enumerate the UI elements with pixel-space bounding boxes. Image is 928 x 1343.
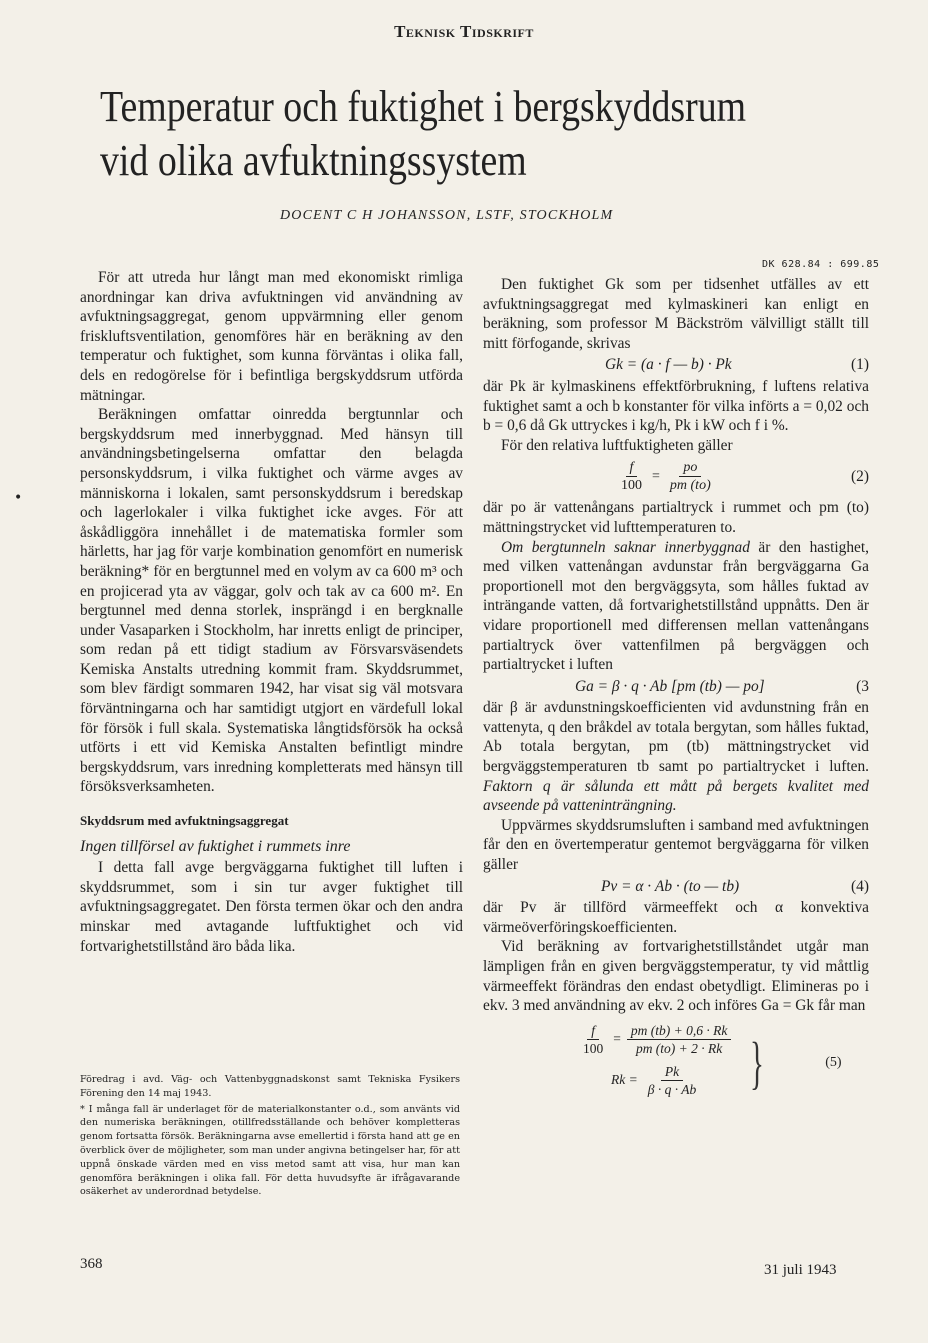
paragraph: För den relativa luftfuktigheten gäller <box>501 436 733 454</box>
paragraph: Vid beräkning av fortvarighetstillståndet utgår man lämpligen från en given bergväggstemperatur, ty vid måttlig värmeeffekt förändras den endast obetydligt. Elimineras po i ekv. 3 med användning av ekv. 2 och införes Ga = Gk får man <box>483 938 869 1015</box>
footnotes <box>80 1073 460 1201</box>
section-heading: Skyddsrum med avfuktningsaggregat <box>80 813 289 829</box>
journal-name: Teknisk Tidskrift <box>394 22 534 41</box>
page-number: 368 <box>80 1256 103 1272</box>
article-title <box>100 80 822 188</box>
fraction: $\frac{f}{100}$ <box>583 1022 604 1056</box>
paragraph: Beräkningen omfattar oinredda bergtunnlar och bergskyddsrum med innerbyggnad. Med hänsyn till användningsbetingelserna omfattar den belagda personskyddsrum, i vilka fuktighet och värme avges av människorna i lokalen, samt personskyddsrum i beredskap och lagerlokaler i vilka fuktighet icke avges. För att åskådliggöra innehållet i de matematiska formler som härletts, har jag för varje kombination genomfört en numerisk beräkning* för en bergtunnel med en volym av ca 600 m³ och en projicerad yta av väggar, golv och tak av ca 600 m². En bergtunnel med denna storlek, insprängd i en bergknalle under Vasaparken i Stockholm, har inretts enligt de principer, som redan på ett tidigt stadium av Försvarsväsendets Kemiska Anstalts utredning kommit fram. Skyddsrummet, som blev färdigt sommaren 1942, har visat sig väl motsvara förväntningarna och har samtidigt utgjort en värdefull lokal för försök i full skala. Systematiska långtidsförsök ha också utförts i ett vid Kemiska Anstalten befintligt mindre bergskyddsrum, vars inredning kompletterats med hänsyn till försöksverksamheten. <box>80 406 463 796</box>
equation-expression: Gk = (a · f — b) · Pk <box>605 356 732 374</box>
paragraph: För att utreda hur långt man med ekonomiskt rimliga anordningar kan driva avfuktningen vid användning av avfuktningsaggregat, genom uppvärmning eller genom friskluftsventilation, genomföres här en beräkning av den temperatur och fuktighet, som kunna förväntas i olika fall, dels en redogörelse för i befintliga bergskyddsrum utförda mätningar. <box>80 269 463 404</box>
issue-date: 31 juli 1943 <box>764 1262 837 1278</box>
fraction: $\frac{Pk}{\beta \cdot q \cdot Ab}$ <box>647 1063 697 1097</box>
paragraph: Uppvärmes skyddsrumsluften i samband med avfuktningen får den en övertemperatur gentemot bergväggarna för vilken gäller <box>483 816 869 874</box>
right-column <box>483 275 869 1104</box>
equation-1 <box>483 355 869 375</box>
paragraph: Den fuktighet Gk som per tidsenhet utfälles av ett avfuktningsaggregat med kylmaskineri kan enligt en beräkning, som professor M Bäckström välvilligt ställt till mitt förfogande, skrivas <box>483 276 869 352</box>
equation-expression: Pv = α · Ab · (to — tb) <box>601 877 740 895</box>
fraction: $\frac{pm (tb) + 0,6 \cdot Rk}{pm (to) + 2 \cdot Rk}$ <box>627 1022 731 1057</box>
left-column <box>80 268 463 956</box>
author-byline: DOCENT C H JOHANSSON, LSTF, STOCKHOLM <box>280 208 614 223</box>
subsection-heading: Ingen tillförsel av fuktighet i rummets inre <box>80 837 351 855</box>
equation-4 <box>483 877 869 897</box>
footnote: Föredrag i avd. Väg- och Vattenbyggnadskonst samt Tekniska Fysikers Förening den 14 maj 1943. <box>80 1074 460 1099</box>
fraction: $\frac{f}{100}$ <box>621 460 642 494</box>
margin-bullet-icon: • <box>14 490 23 506</box>
equation-number: (3 <box>856 677 869 695</box>
paragraph: där β är avdunstningskoefficienten vid avdunstning från en vattenyta, q den bråkdel av totala bergytan, som hålles fuktad, Ab totala bergytan, pm (tb) mättningstrycket vid bergväggstemperaturen tb samt po partialtrycket i luften. Faktorn q är sålunda ett mått på bergets kvalitet med avseende på vatteninträngning. <box>483 699 869 815</box>
fraction: $\frac{po}{pm (to)}$ <box>669 460 711 494</box>
paragraph: där Pv är tillförd värmeeffekt och α konvektiva värmeöverföringskoefficienten. <box>483 899 869 936</box>
equation-number: (5) <box>825 1054 842 1070</box>
title-line-1: Temperatur och fuktighet i bergskyddsrum <box>100 82 747 131</box>
paragraph: Om bergtunneln saknar innerbyggnad är den hastighet, med vilken vattenångan avdunstar från bergväggarna Ga proportionell mot den bergväggsyta, som hålles fuktad av inträngande vatten, då fortvarighetstillstånd uppnåtts. Den är vidare proportionell med differensen mellan vattenångans partialtryck över vattenfilmen på bergväggen och partialtrycket i luften <box>483 538 869 674</box>
equation-3 <box>483 677 869 697</box>
equation-5: $\frac{f}{100}$ = $\frac{pm (tb) + 0,6 \cdot Rk}{pm (to) + 2 \cdot Rk}$ Rk = $\frac{Pk}{\beta \cdot q \cdot Ab}$ } (5) <box>483 1022 869 1104</box>
equation-number: (1) <box>851 356 869 374</box>
equation-number: (4) <box>851 877 869 895</box>
footnote: * I många fall är underlaget för de materialkonstanter o.d., som använts vid den numeriska beräkningen, otillfredsställande och behöver kompletteras genom fortsatta försök. Beräkningarna avse emellertid i första hand att ge en överblick över de möjligheter, som man under angivna betingelser har, för att uppnå önskade värden med en viss metod samt att visa, hur man kan genomföra beräkningen i olika fall. För detta huvudsyfte är ifrågavarande osäkerhet av underordnad betydelse. <box>80 1103 460 1198</box>
paragraph: I detta fall avge bergväggarna fuktighet till luften i skyddsrummet, som i sin tur avger fuktighet till avfuktningsaggregatet. Den första termen ökar och den andra minskar med avtagande luftfuktighet och vid fortvarighetstillstånd äro båda lika. <box>80 859 463 955</box>
paragraph: där Pk är kylmaskinens effektförbrukning, f luftens relativa fuktighet samt a och b konstanter för vilka införts a = 0,02 och b = 0,6 då Gk uttryckes i kg/h, Pk i kW och f i %. <box>483 377 869 435</box>
dk-classification: DK 628.84 : 699.85 <box>762 259 880 270</box>
right-brace-icon: } <box>750 1029 765 1095</box>
equation-expression: Ga = β · q · Ab [pm (tb) — po] <box>575 677 765 695</box>
equation-number: (2) <box>851 468 869 486</box>
title-line-2: vid olika avfuktningssystem <box>100 136 527 185</box>
paragraph: där po är vattenångans partialtryck i rummet och pm (to) mättningstrycket vid lufttemperaturen to. <box>483 499 869 536</box>
equation-2: $\frac{f}{100}$ = $\frac{po}{pm (to)}$ (2) <box>483 459 869 494</box>
